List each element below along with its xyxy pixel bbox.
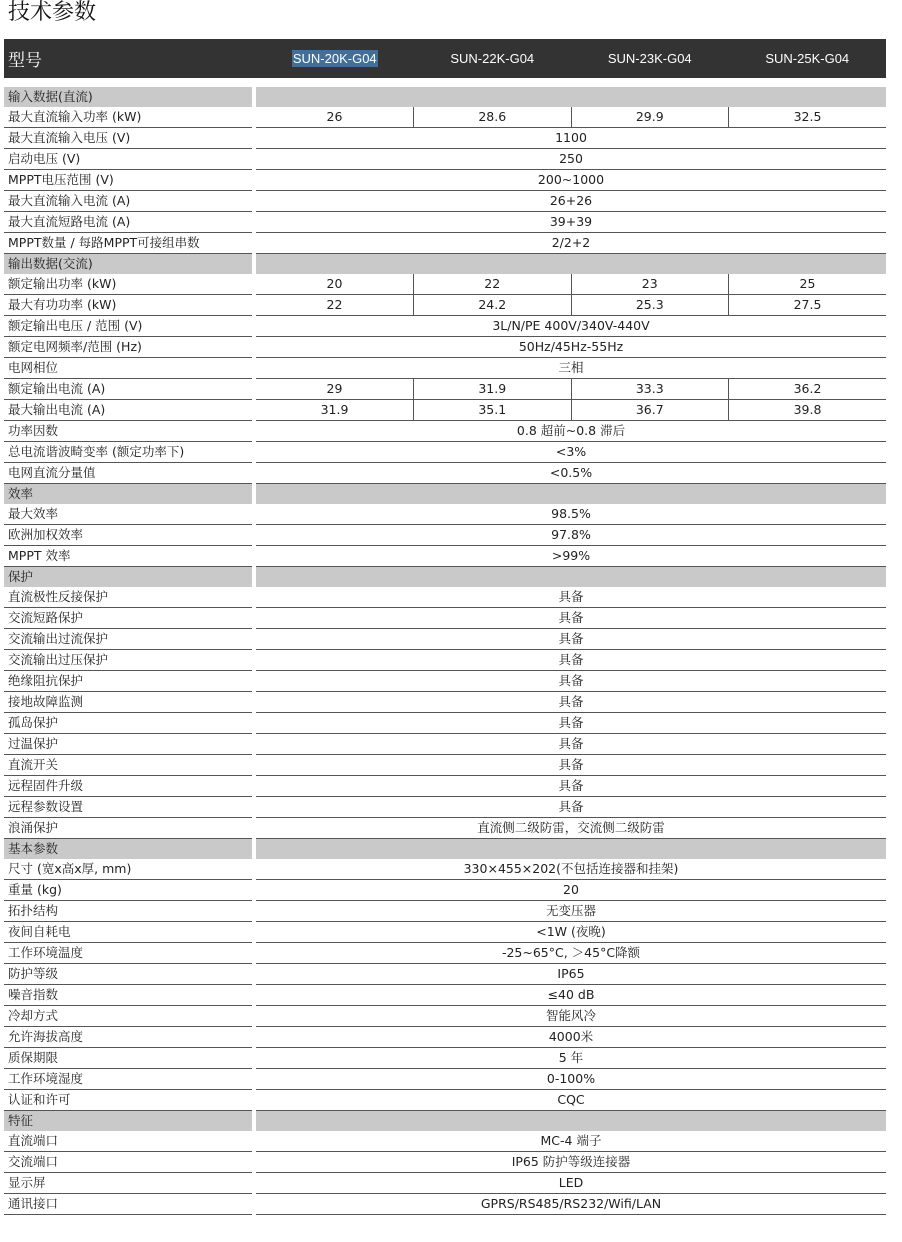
spec-value: 无变压器	[256, 901, 886, 922]
table-row	[4, 650, 886, 671]
section-fill	[256, 484, 886, 505]
table-row	[4, 859, 886, 880]
spec-table	[4, 39, 886, 1215]
spec-label: 工作环境湿度	[4, 1069, 252, 1090]
spec-value: 具备	[256, 650, 886, 671]
table-row	[4, 128, 886, 149]
table-row	[4, 713, 886, 734]
spec-value: 32.5	[729, 107, 887, 128]
spec-value: <1W (夜晚)	[256, 922, 886, 943]
table-row	[4, 776, 886, 797]
spec-label: 电网相位	[4, 358, 252, 379]
section-title: 保护	[4, 567, 252, 588]
spec-label: 电网直流分量值	[4, 463, 252, 484]
spec-label: 最大输出电流 (A)	[4, 400, 252, 421]
spec-value: ≤40 dB	[256, 985, 886, 1006]
table-row	[4, 1090, 886, 1111]
table-row	[4, 671, 886, 692]
section-header	[4, 567, 886, 588]
spec-label: 尺寸 (宽x高x厚, mm)	[4, 859, 252, 880]
spec-value: 28.6	[414, 107, 572, 128]
spec-value: 26+26	[256, 191, 886, 212]
spec-value: 三相	[256, 358, 886, 379]
spec-value: 具备	[256, 587, 886, 608]
model-column-header	[414, 39, 572, 78]
spec-value: 具备	[256, 629, 886, 650]
spec-value: 98.5%	[256, 504, 886, 525]
table-row	[4, 692, 886, 713]
table-row	[4, 379, 886, 400]
spec-label: 拓扑结构	[4, 901, 252, 922]
spec-value: 36.2	[729, 379, 887, 400]
spec-value: GPRS/RS485/RS232/Wifi/LAN	[256, 1194, 886, 1215]
page-title: 技术参数	[8, 0, 97, 25]
spec-label: 噪音指数	[4, 985, 252, 1006]
table-row	[4, 504, 886, 525]
section-fill	[256, 87, 886, 107]
section-header	[4, 839, 886, 860]
table-row	[4, 1173, 886, 1194]
spec-label: 交流短路保护	[4, 608, 252, 629]
table-row	[4, 629, 886, 650]
table-row	[4, 1194, 886, 1215]
spec-label: 交流输出过压保护	[4, 650, 252, 671]
spec-label: 接地故障监测	[4, 692, 252, 713]
spec-value: 31.9	[414, 379, 572, 400]
spec-label: 交流端口	[4, 1152, 252, 1173]
spec-label: 显示屏	[4, 1173, 252, 1194]
table-row	[4, 1048, 886, 1069]
spec-label: 认证和许可	[4, 1090, 252, 1111]
table-row	[4, 608, 886, 629]
spec-label: 质保期限	[4, 1048, 252, 1069]
table-row	[4, 400, 886, 421]
spec-label: 冷却方式	[4, 1006, 252, 1027]
table-row	[4, 734, 886, 755]
spec-label: MPPT 效率	[4, 546, 252, 567]
spec-value: 35.1	[414, 400, 572, 421]
table-row	[4, 1069, 886, 1090]
table-row	[4, 212, 886, 233]
spec-label: 绝缘阻抗保护	[4, 671, 252, 692]
spec-label: 过温保护	[4, 734, 252, 755]
spec-label: 允许海拔高度	[4, 1027, 252, 1048]
spec-value: 200~1000	[256, 170, 886, 191]
section-title: 输出数据(交流)	[4, 254, 252, 275]
spec-value: 250	[256, 149, 886, 170]
spec-label: 重量 (kg)	[4, 880, 252, 901]
spec-label: 交流输出过流保护	[4, 629, 252, 650]
table-row	[4, 107, 886, 128]
table-row	[4, 587, 886, 608]
spec-label: 额定输出电流 (A)	[4, 379, 252, 400]
spec-label: 额定输出功率 (kW)	[4, 274, 252, 295]
table-row	[4, 274, 886, 295]
spec-label: 防护等级	[4, 964, 252, 985]
table-row	[4, 943, 886, 964]
table-row	[4, 463, 886, 484]
spec-label: 欧洲加权效率	[4, 525, 252, 546]
table-row	[4, 818, 886, 839]
spec-value: 具备	[256, 713, 886, 734]
table-row	[4, 1152, 886, 1173]
spec-value: 0-100%	[256, 1069, 886, 1090]
model-name: SUN-23K-G04	[607, 51, 692, 66]
spec-value: 26	[256, 107, 414, 128]
spec-value: 330×455×202(不包括连接器和挂架)	[256, 859, 886, 880]
spacer-cell	[4, 78, 886, 87]
section-header	[4, 1111, 886, 1132]
table-row	[4, 880, 886, 901]
model-column-header	[256, 39, 414, 78]
model-column-header	[571, 39, 729, 78]
model-column-header	[729, 39, 887, 78]
spec-value: 5 年	[256, 1048, 886, 1069]
spec-value: 24.2	[414, 295, 572, 316]
spec-value: LED	[256, 1173, 886, 1194]
spec-label: 孤岛保护	[4, 713, 252, 734]
table-row	[4, 149, 886, 170]
spec-label: 启动电压 (V)	[4, 149, 252, 170]
spec-value: 39+39	[256, 212, 886, 233]
table-row	[4, 191, 886, 212]
spec-label: 额定输出电压 / 范围 (V)	[4, 316, 252, 337]
spec-value: 4000米	[256, 1027, 886, 1048]
spec-value: 具备	[256, 776, 886, 797]
header-spacer	[4, 78, 886, 87]
spec-label: 夜间自耗电	[4, 922, 252, 943]
spec-value: 39.8	[729, 400, 887, 421]
spec-label: 远程固件升级	[4, 776, 252, 797]
section-header	[4, 87, 886, 107]
section-title: 效率	[4, 484, 252, 505]
spec-label: 额定电网频率/范围 (Hz)	[4, 337, 252, 358]
spec-value: 1100	[256, 128, 886, 149]
table-row	[4, 233, 886, 254]
spec-label: 工作环境温度	[4, 943, 252, 964]
spec-value: 50Hz/45Hz-55Hz	[256, 337, 886, 358]
section-fill	[256, 254, 886, 275]
spec-value: 具备	[256, 692, 886, 713]
spec-label: 最大直流输入电流 (A)	[4, 191, 252, 212]
spec-value: <3%	[256, 442, 886, 463]
spec-label: 远程参数设置	[4, 797, 252, 818]
spec-value: 具备	[256, 671, 886, 692]
spec-label: 功率因数	[4, 421, 252, 442]
spec-label: 最大直流输入功率 (kW)	[4, 107, 252, 128]
spec-label: 最大直流输入电压 (V)	[4, 128, 252, 149]
section-title: 特征	[4, 1111, 252, 1132]
table-row	[4, 922, 886, 943]
model-name: SUN-22K-G04	[450, 51, 535, 66]
spec-value: 22	[414, 274, 572, 295]
model-name: SUN-20K-G04	[292, 51, 377, 66]
table-row	[4, 525, 886, 546]
table-row	[4, 170, 886, 191]
spec-value: >99%	[256, 546, 886, 567]
model-header-label: 型号	[8, 51, 42, 71]
spec-value: IP65 防护等级连接器	[256, 1152, 886, 1173]
table-row	[4, 421, 886, 442]
spec-label: MPPT数量 / 每路MPPT可接组串数	[4, 233, 252, 254]
spec-value: 2/2+2	[256, 233, 886, 254]
spec-value: 3L/N/PE 400V/340V-440V	[256, 316, 886, 337]
spec-value: 0.8 超前~0.8 滞后	[256, 421, 886, 442]
spec-value: 97.8%	[256, 525, 886, 546]
table-row	[4, 337, 886, 358]
spec-value: 具备	[256, 608, 886, 629]
spec-value: IP65	[256, 964, 886, 985]
table-row	[4, 964, 886, 985]
spec-value: 25.3	[571, 295, 729, 316]
spec-value: 22	[256, 295, 414, 316]
section-fill	[256, 839, 886, 860]
spec-value: 直流侧二级防雷，交流侧二级防雷	[256, 818, 886, 839]
spec-label: 最大直流短路电流 (A)	[4, 212, 252, 233]
table-row	[4, 755, 886, 776]
section-header	[4, 484, 886, 505]
spec-value: <0.5%	[256, 463, 886, 484]
spec-label: 直流开关	[4, 755, 252, 776]
table-row	[4, 901, 886, 922]
spec-value: 33.3	[571, 379, 729, 400]
spec-value: 25	[729, 274, 887, 295]
spec-value: 29	[256, 379, 414, 400]
spec-label: 浪涌保护	[4, 818, 252, 839]
spec-value: 27.5	[729, 295, 887, 316]
spec-value: 具备	[256, 797, 886, 818]
spec-label: MPPT电压范围 (V)	[4, 170, 252, 191]
spec-body	[4, 78, 886, 1215]
table-row	[4, 316, 886, 337]
table-row	[4, 1131, 886, 1152]
spec-value: 36.7	[571, 400, 729, 421]
spec-value: 具备	[256, 755, 886, 776]
table-row	[4, 797, 886, 818]
spec-value: 20	[256, 880, 886, 901]
spec-label: 最大有功功率 (kW)	[4, 295, 252, 316]
spec-value: -25~65°C, ＞45°C降额	[256, 943, 886, 964]
table-row	[4, 546, 886, 567]
spec-value: 20	[256, 274, 414, 295]
section-title: 基本参数	[4, 839, 252, 860]
section-fill	[256, 1111, 886, 1132]
spec-value: 31.9	[256, 400, 414, 421]
spec-label: 直流极性反接保护	[4, 587, 252, 608]
spec-label: 最大效率	[4, 504, 252, 525]
model-name: SUN-25K-G04	[765, 51, 850, 66]
table-row	[4, 295, 886, 316]
section-fill	[256, 567, 886, 588]
spec-value: 23	[571, 274, 729, 295]
table-header	[4, 39, 886, 78]
spec-value: CQC	[256, 1090, 886, 1111]
spec-value: 智能风冷	[256, 1006, 886, 1027]
section-title: 输入数据(直流)	[4, 87, 252, 107]
spec-label: 总电流谐波畸变率 (额定功率下)	[4, 442, 252, 463]
section-header	[4, 254, 886, 275]
spec-value: 29.9	[571, 107, 729, 128]
spec-label: 通讯接口	[4, 1194, 252, 1215]
table-row	[4, 985, 886, 1006]
table-row	[4, 1027, 886, 1048]
table-row	[4, 1006, 886, 1027]
spec-label: 直流端口	[4, 1131, 252, 1152]
table-row	[4, 358, 886, 379]
spec-value: 具备	[256, 734, 886, 755]
table-row	[4, 442, 886, 463]
spec-value: MC-4 端子	[256, 1131, 886, 1152]
